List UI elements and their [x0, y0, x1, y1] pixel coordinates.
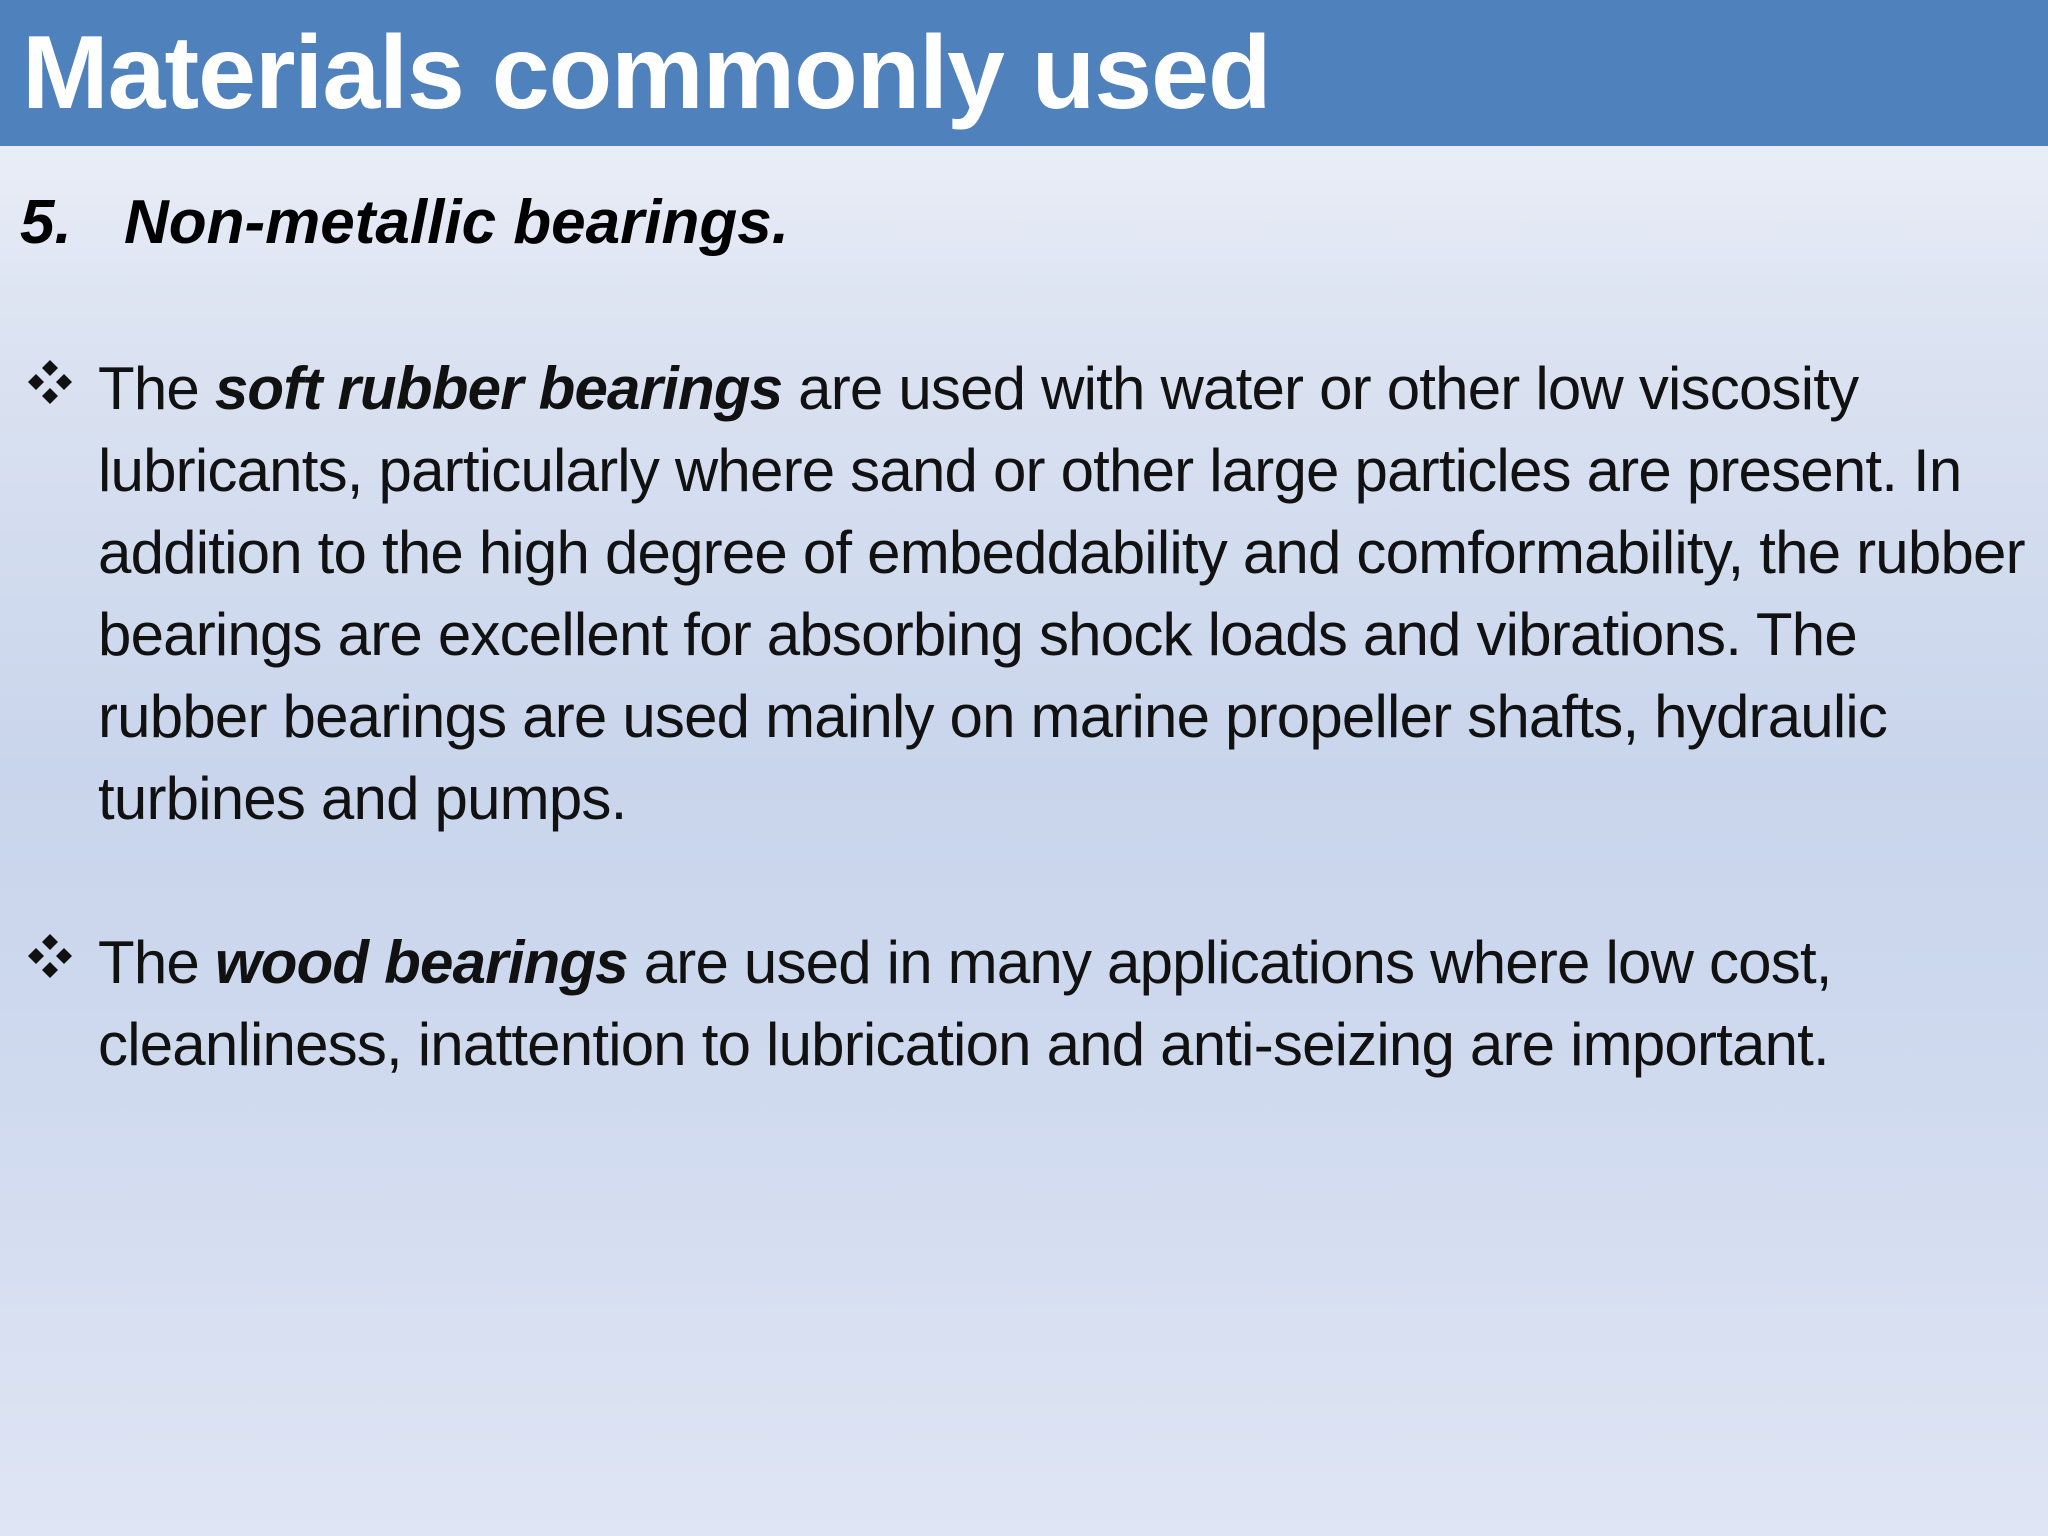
emphasis-wood-bearings: wood bearings: [214, 929, 628, 996]
four-diamond-bullet-icon: [26, 932, 74, 980]
section-heading: [20, 188, 789, 258]
section-heading-text: Non-metallic bearings.: [124, 188, 789, 257]
emphasis-soft-rubber-bearings: soft rubber bearings: [214, 355, 783, 422]
bullet-text-wood: The wood bearings are used in many applications where low cost, cleanliness, inattention to lubrication and anti-seizing are important.: [98, 929, 1832, 1078]
title-bar: [0, 0, 2048, 146]
bullet-text-rubber: The soft rubber bearings are used with water or other low viscosity lubricants, particularly where sand or other large particles are present. In addition to the high degree of embeddability and comformability, the rubber bearings are excellent for absorbing shock loads and vibrations. The rubber bearings are used mainly on marine propeller shafts, hydraulic turbines and pumps.: [98, 355, 2025, 832]
slide-title: Materials commonly used: [22, 15, 1271, 131]
section-number: 5.: [20, 188, 72, 257]
four-diamond-bullet-icon: [26, 358, 74, 406]
